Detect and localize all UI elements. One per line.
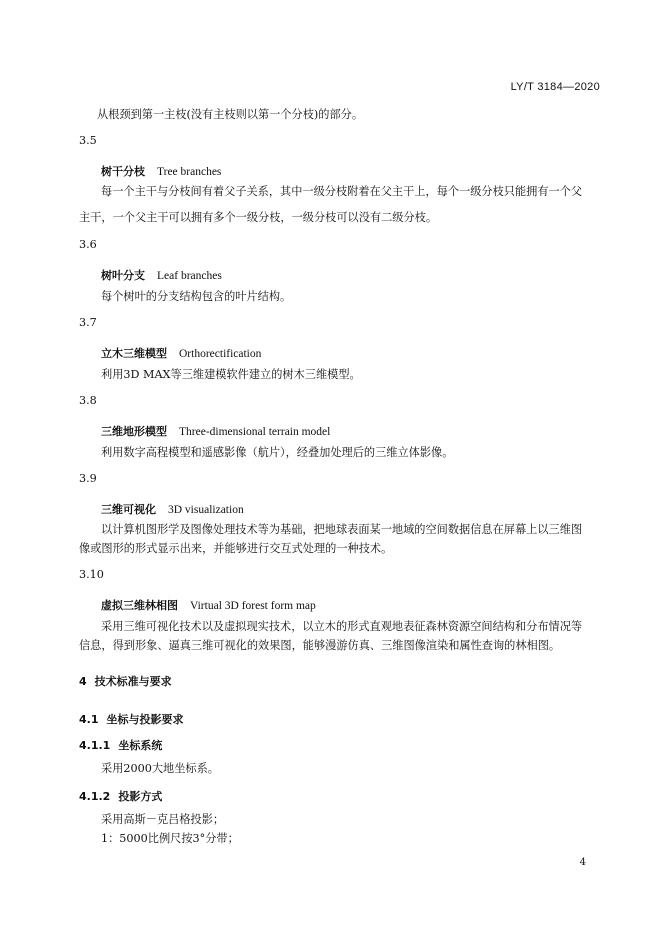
term-title: [101, 264, 222, 283]
term-title-en: 3D visualization: [168, 504, 244, 516]
term-title: [101, 594, 316, 613]
subsection-heading: [79, 788, 162, 804]
section-number: 4.1.1: [79, 739, 111, 752]
section-title: 坐标与投影要求: [106, 713, 184, 726]
term-definition: 利用3D MAX等三维建模软件建立的树木三维模型。: [101, 368, 361, 381]
term-definition: 每一个主干与分枝间有着父子关系，其中一级分枝附着在父主干上，每个一级分枝只能拥有一个父: [101, 185, 583, 198]
term-title: [101, 160, 221, 179]
body-text: 采用2000大地坐标系。: [101, 762, 219, 775]
standard-code-header: LY/T 3184—2020: [510, 81, 600, 93]
term-title-zh: 树干分枝: [101, 165, 145, 178]
term-definition: 采用三维可视化技术以及虚拟现实技术，以立木的形式直观地表征森林资源空间结构和分布情况等: [101, 620, 583, 633]
term-number: 3.8: [79, 394, 97, 407]
section-number: 4.1: [79, 713, 99, 726]
section-title: 坐标系统: [118, 739, 163, 752]
term-number: 3.10: [79, 568, 104, 581]
term-title-en: Three-dimensional terrain model: [179, 426, 331, 438]
subsection-heading: [79, 711, 184, 727]
term-definition: 主干，一个父主干可以拥有多个一级分枝，一级分枝可以没有二级分枝。: [79, 211, 438, 224]
section-number: 4: [79, 675, 87, 688]
term-title-en: Leaf branches: [157, 270, 222, 282]
section-title: 投影方式: [118, 790, 163, 803]
term-number: 3.6: [79, 238, 97, 251]
term-number: 3.9: [79, 472, 97, 485]
body-text: 采用高斯－克吕格投影；: [101, 813, 225, 826]
section-number: 4.1.2: [79, 790, 111, 803]
term-title: [101, 498, 244, 517]
term-definition: 以计算机图形学及图像处理技术等为基础，把地球表面某一地域的空间数据信息在屏幕上以三维图: [101, 523, 583, 536]
term-definition: 信息，得到形象、逼真三维可视化的效果图，能够漫游仿真、三维图像渲染和属性查询的林相图。: [79, 639, 561, 652]
term-title-en: Tree branches: [157, 166, 222, 178]
term-definition: 像或图形的形式显示出来，并能够进行交互式处理的一种技术。: [79, 542, 393, 555]
term-number: 3.5: [79, 134, 97, 147]
term-title-zh: 树叶分支: [101, 269, 145, 282]
section-heading: [79, 673, 172, 689]
page-number: 4: [579, 857, 586, 868]
term-definition: 利用数字高程模型和遥感影像（航片），经叠加处理后的三维立体影像。: [101, 446, 454, 459]
body-text: 1：5000比例尺按3°分带；: [101, 832, 239, 845]
term-title-zh: 虚拟三维林相图: [101, 599, 178, 612]
section-title: 技术标准与要求: [94, 675, 172, 688]
term-title-zh: 三维可视化: [101, 503, 156, 516]
term-title: [101, 342, 261, 361]
term-title-en: Virtual 3D forest form map: [190, 600, 316, 612]
term-title-en: Orthorectification: [179, 348, 262, 360]
subsection-heading: [79, 737, 162, 753]
term-number: 3.7: [79, 316, 97, 329]
term-title: [101, 420, 330, 439]
term-definition: 每个树叶的分支结构包含的叶片结构。: [101, 290, 292, 303]
term-title-zh: 立木三维模型: [101, 347, 167, 360]
term-title-zh: 三维地形模型: [101, 425, 167, 438]
continuation-text: 从根颈到第一主枝(没有主枝则以第一个分枝)的部分。: [97, 108, 364, 121]
